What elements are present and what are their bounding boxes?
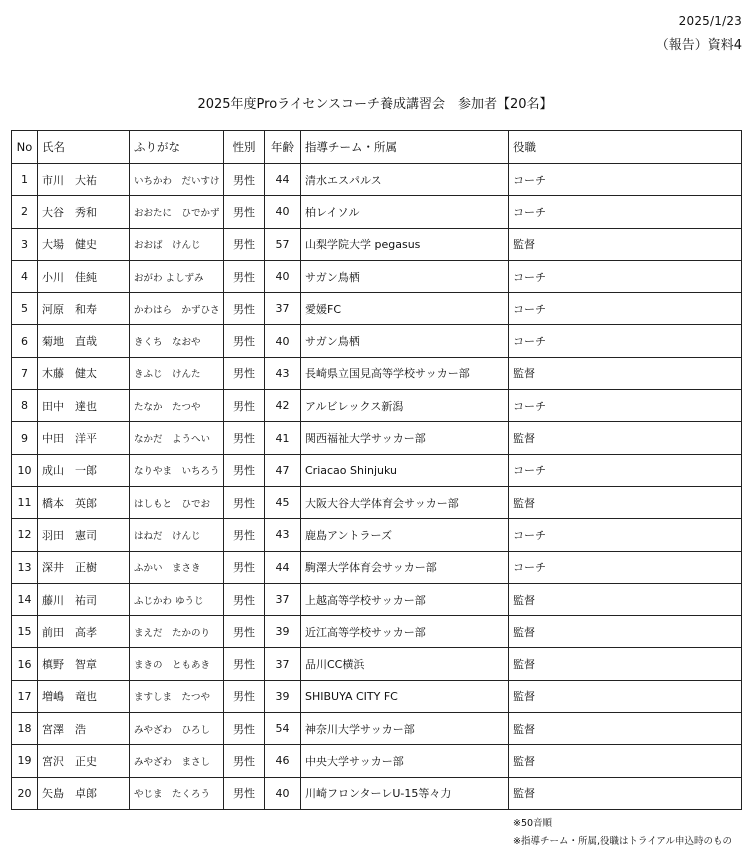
cell-name: 大場 健史 bbox=[38, 228, 130, 260]
document-reference: （報告）資料4 bbox=[655, 38, 742, 53]
table-row bbox=[12, 616, 742, 648]
cell-kana: おおたに ひでかず bbox=[130, 196, 224, 228]
table-row bbox=[12, 422, 742, 454]
cell-name: 木藤 健太 bbox=[38, 357, 130, 389]
column-header-kana: ふりがな bbox=[130, 131, 224, 164]
cell-role: 監督 bbox=[509, 648, 742, 680]
cell-role: 監督 bbox=[509, 357, 742, 389]
cell-no: 8 bbox=[12, 390, 38, 422]
cell-age: 43 bbox=[265, 357, 301, 389]
cell-role: コーチ bbox=[509, 196, 742, 228]
cell-role: 監督 bbox=[509, 422, 742, 454]
table-row bbox=[12, 551, 742, 583]
cell-age: 46 bbox=[265, 745, 301, 777]
cell-age: 57 bbox=[265, 228, 301, 260]
cell-role: コーチ bbox=[509, 454, 742, 486]
cell-role: 監督 bbox=[509, 228, 742, 260]
cell-gender: 男性 bbox=[224, 583, 265, 615]
column-header-no: No bbox=[12, 131, 38, 164]
cell-kana: ますしま たつや bbox=[130, 680, 224, 712]
column-header-role: 役職 bbox=[509, 131, 742, 164]
cell-name: 藤川 祐司 bbox=[38, 583, 130, 615]
cell-age: 45 bbox=[265, 486, 301, 518]
cell-gender: 男性 bbox=[224, 357, 265, 389]
cell-age: 44 bbox=[265, 551, 301, 583]
cell-name: 河原 和寿 bbox=[38, 293, 130, 325]
cell-role: 監督 bbox=[509, 486, 742, 518]
table-row bbox=[12, 583, 742, 615]
table-row bbox=[12, 164, 742, 196]
cell-kana: まえだ たかのり bbox=[130, 616, 224, 648]
cell-no: 10 bbox=[12, 454, 38, 486]
table-row bbox=[12, 293, 742, 325]
cell-no: 18 bbox=[12, 713, 38, 745]
cell-no: 15 bbox=[12, 616, 38, 648]
table-row bbox=[12, 486, 742, 518]
table-row bbox=[12, 228, 742, 260]
table-header-row bbox=[12, 131, 742, 164]
cell-age: 42 bbox=[265, 390, 301, 422]
cell-no: 3 bbox=[12, 228, 38, 260]
cell-kana: きくち なおや bbox=[130, 325, 224, 357]
cell-gender: 男性 bbox=[224, 680, 265, 712]
cell-name: 菊地 直哉 bbox=[38, 325, 130, 357]
cell-gender: 男性 bbox=[224, 196, 265, 228]
table-row bbox=[12, 713, 742, 745]
cell-role: コーチ bbox=[509, 519, 742, 551]
cell-no: 4 bbox=[12, 260, 38, 292]
cell-kana: ふじかわ ゆうじ bbox=[130, 583, 224, 615]
cell-team: 神奈川大学サッカー部 bbox=[301, 713, 509, 745]
cell-gender: 男性 bbox=[224, 616, 265, 648]
cell-team: SHIBUYA CITY FC bbox=[301, 680, 509, 712]
cell-team: 長崎県立国見高等学校サッカー部 bbox=[301, 357, 509, 389]
cell-kana: みやざわ ひろし bbox=[130, 713, 224, 745]
cell-no: 1 bbox=[12, 164, 38, 196]
table-row bbox=[12, 454, 742, 486]
table-row bbox=[12, 680, 742, 712]
cell-name: 羽田 憲司 bbox=[38, 519, 130, 551]
cell-name: 大谷 秀和 bbox=[38, 196, 130, 228]
cell-no: 20 bbox=[12, 777, 38, 809]
cell-team: 駒澤大学体育会サッカー部 bbox=[301, 551, 509, 583]
cell-kana: かわはら かずひさ bbox=[130, 293, 224, 325]
cell-no: 7 bbox=[12, 357, 38, 389]
cell-age: 37 bbox=[265, 648, 301, 680]
cell-team: アルビレックス新潟 bbox=[301, 390, 509, 422]
cell-no: 11 bbox=[12, 486, 38, 518]
cell-team: 大阪大谷大学体育会サッカー部 bbox=[301, 486, 509, 518]
cell-team: 清水エスパルス bbox=[301, 164, 509, 196]
cell-team: 川崎フロンターレU-15等々力 bbox=[301, 777, 509, 809]
cell-no: 19 bbox=[12, 745, 38, 777]
cell-name: 矢島 卓郎 bbox=[38, 777, 130, 809]
cell-kana: おおば けんじ bbox=[130, 228, 224, 260]
cell-name: 深井 正樹 bbox=[38, 551, 130, 583]
cell-team: 愛媛FC bbox=[301, 293, 509, 325]
cell-kana: なかだ ようへい bbox=[130, 422, 224, 454]
cell-kana: たなか たつや bbox=[130, 390, 224, 422]
cell-age: 47 bbox=[265, 454, 301, 486]
cell-role: コーチ bbox=[509, 164, 742, 196]
cell-gender: 男性 bbox=[224, 422, 265, 454]
cell-gender: 男性 bbox=[224, 228, 265, 260]
cell-no: 6 bbox=[12, 325, 38, 357]
page-title: 2025年度Proライセンスコーチ養成講習会 参加者【20名】 bbox=[197, 97, 553, 112]
table-row bbox=[12, 196, 742, 228]
cell-kana: おがわ よしずみ bbox=[130, 260, 224, 292]
table-row bbox=[12, 777, 742, 809]
cell-age: 40 bbox=[265, 777, 301, 809]
cell-name: 宮沢 正史 bbox=[38, 745, 130, 777]
cell-age: 41 bbox=[265, 422, 301, 454]
cell-team: Criacao Shinjuku bbox=[301, 454, 509, 486]
cell-team: 上越高等学校サッカー部 bbox=[301, 583, 509, 615]
cell-age: 39 bbox=[265, 616, 301, 648]
cell-age: 43 bbox=[265, 519, 301, 551]
cell-team: サガン鳥栖 bbox=[301, 260, 509, 292]
cell-kana: ふかい まさき bbox=[130, 551, 224, 583]
cell-kana: なりやま いちろう bbox=[130, 454, 224, 486]
cell-age: 54 bbox=[265, 713, 301, 745]
cell-role: 監督 bbox=[509, 745, 742, 777]
cell-age: 39 bbox=[265, 680, 301, 712]
cell-kana: はしもと ひでお bbox=[130, 486, 224, 518]
cell-name: 槙野 智章 bbox=[38, 648, 130, 680]
cell-kana: やじま たくろう bbox=[130, 777, 224, 809]
cell-gender: 男性 bbox=[224, 164, 265, 196]
cell-team: 近江高等学校サッカー部 bbox=[301, 616, 509, 648]
participant-table bbox=[11, 130, 742, 810]
cell-gender: 男性 bbox=[224, 486, 265, 518]
cell-name: 宮澤 浩 bbox=[38, 713, 130, 745]
cell-team: 鹿島アントラーズ bbox=[301, 519, 509, 551]
cell-team: 山梨学院大学 pegasus bbox=[301, 228, 509, 260]
cell-role: コーチ bbox=[509, 390, 742, 422]
cell-age: 37 bbox=[265, 293, 301, 325]
cell-age: 44 bbox=[265, 164, 301, 196]
table-row bbox=[12, 390, 742, 422]
cell-role: コーチ bbox=[509, 551, 742, 583]
column-header-team: 指導チーム・所属 bbox=[301, 131, 509, 164]
cell-team: 柏レイソル bbox=[301, 196, 509, 228]
cell-gender: 男性 bbox=[224, 519, 265, 551]
cell-no: 9 bbox=[12, 422, 38, 454]
cell-role: 監督 bbox=[509, 680, 742, 712]
cell-name: 成山 一郎 bbox=[38, 454, 130, 486]
cell-name: 小川 佳純 bbox=[38, 260, 130, 292]
cell-gender: 男性 bbox=[224, 325, 265, 357]
column-header-age: 年齢 bbox=[265, 131, 301, 164]
cell-kana: きふじ けんた bbox=[130, 357, 224, 389]
cell-no: 2 bbox=[12, 196, 38, 228]
table-row bbox=[12, 519, 742, 551]
table-row bbox=[12, 260, 742, 292]
cell-age: 40 bbox=[265, 260, 301, 292]
cell-name: 前田 高孝 bbox=[38, 616, 130, 648]
cell-gender: 男性 bbox=[224, 745, 265, 777]
cell-gender: 男性 bbox=[224, 648, 265, 680]
cell-name: 橋本 英郎 bbox=[38, 486, 130, 518]
table-row bbox=[12, 648, 742, 680]
cell-no: 17 bbox=[12, 680, 38, 712]
cell-gender: 男性 bbox=[224, 293, 265, 325]
cell-team: サガン鳥栖 bbox=[301, 325, 509, 357]
cell-gender: 男性 bbox=[224, 713, 265, 745]
cell-team: 中央大学サッカー部 bbox=[301, 745, 509, 777]
column-header-name: 氏名 bbox=[38, 131, 130, 164]
cell-gender: 男性 bbox=[224, 777, 265, 809]
column-header-gender: 性別 bbox=[224, 131, 265, 164]
cell-name: 中田 洋平 bbox=[38, 422, 130, 454]
cell-age: 37 bbox=[265, 583, 301, 615]
cell-name: 増嶋 竜也 bbox=[38, 680, 130, 712]
cell-role: 監督 bbox=[509, 713, 742, 745]
cell-age: 40 bbox=[265, 196, 301, 228]
cell-no: 16 bbox=[12, 648, 38, 680]
table-row bbox=[12, 325, 742, 357]
cell-age: 40 bbox=[265, 325, 301, 357]
cell-name: 田中 達也 bbox=[38, 390, 130, 422]
cell-gender: 男性 bbox=[224, 260, 265, 292]
cell-role: 監督 bbox=[509, 777, 742, 809]
cell-kana: みやざわ まさし bbox=[130, 745, 224, 777]
cell-kana: いちかわ だいすけ bbox=[130, 164, 224, 196]
cell-no: 12 bbox=[12, 519, 38, 551]
document-date: 2025/1/23 bbox=[678, 14, 742, 28]
cell-role: 監督 bbox=[509, 583, 742, 615]
cell-no: 13 bbox=[12, 551, 38, 583]
cell-role: 監督 bbox=[509, 616, 742, 648]
cell-no: 14 bbox=[12, 583, 38, 615]
cell-team: 関西福祉大学サッカー部 bbox=[301, 422, 509, 454]
table-row bbox=[12, 357, 742, 389]
table-row bbox=[12, 745, 742, 777]
footnote-order: ※50音順 bbox=[513, 818, 553, 829]
cell-role: コーチ bbox=[509, 260, 742, 292]
cell-gender: 男性 bbox=[224, 454, 265, 486]
footnote-affiliation: ※指導チーム・所属,役職はトライアル申込時のもの bbox=[513, 836, 733, 847]
table-body bbox=[12, 164, 742, 810]
cell-gender: 男性 bbox=[224, 390, 265, 422]
cell-role: コーチ bbox=[509, 325, 742, 357]
cell-gender: 男性 bbox=[224, 551, 265, 583]
cell-team: 品川CC横浜 bbox=[301, 648, 509, 680]
cell-kana: まきの ともあき bbox=[130, 648, 224, 680]
cell-kana: はねだ けんじ bbox=[130, 519, 224, 551]
cell-role: コーチ bbox=[509, 293, 742, 325]
cell-no: 5 bbox=[12, 293, 38, 325]
cell-name: 市川 大祐 bbox=[38, 164, 130, 196]
